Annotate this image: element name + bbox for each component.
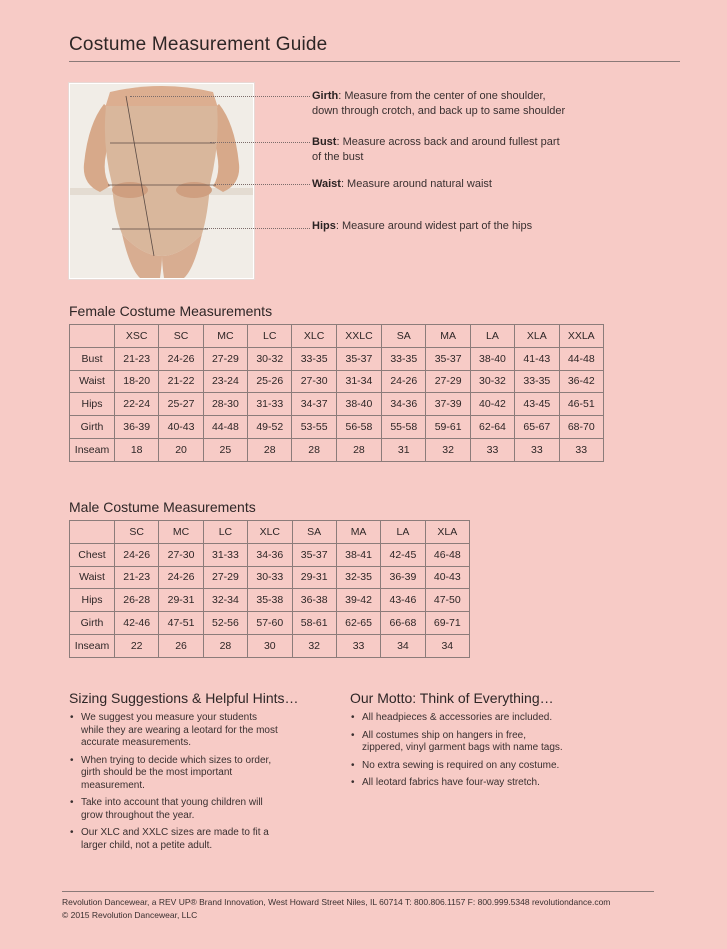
table-cell: 36-39 bbox=[115, 416, 159, 439]
table-cell: 46-51 bbox=[559, 393, 603, 416]
table-cell: 30-33 bbox=[248, 566, 292, 589]
table-cell: 25 bbox=[203, 438, 247, 461]
list-item-line: while they are wearing a leotard for the most bbox=[81, 724, 278, 736]
column-header: XLC bbox=[248, 521, 292, 544]
table-cell: 29-31 bbox=[292, 566, 336, 589]
row-label: Inseam bbox=[70, 438, 115, 461]
table-cell: 30 bbox=[248, 634, 292, 657]
column-header: XLC bbox=[292, 325, 336, 348]
list-item bbox=[69, 755, 309, 793]
table-cell: 37-39 bbox=[426, 393, 470, 416]
table-cell: 47-50 bbox=[425, 589, 469, 612]
table-cell: 41-43 bbox=[515, 347, 559, 370]
table-cell: 28 bbox=[248, 438, 292, 461]
table-cell: 34-36 bbox=[248, 543, 292, 566]
table-cell: 66-68 bbox=[381, 612, 425, 635]
male-heading: Male Costume Measurements bbox=[69, 499, 256, 515]
table-cell: 38-40 bbox=[470, 347, 514, 370]
table-cell: 44-48 bbox=[559, 347, 603, 370]
table-cell: 25-27 bbox=[159, 393, 203, 416]
table-cell: 52-56 bbox=[203, 612, 247, 635]
row-label: Hips bbox=[70, 393, 115, 416]
table-cell: 27-30 bbox=[159, 543, 203, 566]
table-cell: 18 bbox=[115, 438, 159, 461]
list-item bbox=[350, 730, 610, 755]
table-cell: 55-58 bbox=[382, 416, 426, 439]
table-row bbox=[70, 416, 604, 439]
table-cell: 23-24 bbox=[203, 370, 247, 393]
row-label: Girth bbox=[70, 612, 115, 635]
table-cell: 24-26 bbox=[159, 347, 203, 370]
table-row bbox=[70, 370, 604, 393]
row-label: Bust bbox=[70, 347, 115, 370]
column-header: LA bbox=[470, 325, 514, 348]
table-row bbox=[70, 543, 470, 566]
footer-divider bbox=[62, 891, 654, 892]
column-header: LC bbox=[248, 325, 292, 348]
table-cell: 31-33 bbox=[248, 393, 292, 416]
list-item bbox=[350, 712, 610, 725]
table-cell: 47-51 bbox=[159, 612, 203, 635]
column-header: SC bbox=[159, 325, 203, 348]
table-cell: 69-71 bbox=[425, 612, 469, 635]
list-item-line: No extra sewing is required on any costume. bbox=[362, 759, 560, 771]
table-cell: 34-37 bbox=[292, 393, 336, 416]
list-item bbox=[69, 712, 309, 750]
list-item-line: Take into account that young children will bbox=[81, 797, 263, 808]
hints-heading: Sizing Suggestions & Helpful Hints… bbox=[69, 690, 299, 706]
table-cell: 40-43 bbox=[425, 566, 469, 589]
list-item-line: All headpieces & accessories are included. bbox=[362, 712, 553, 723]
table-cell: 33-35 bbox=[515, 370, 559, 393]
list-item-line: grow throughout the year. bbox=[81, 809, 195, 821]
table-cell: 49-52 bbox=[248, 416, 292, 439]
table-cell: 22 bbox=[115, 634, 159, 657]
girth-leader bbox=[130, 96, 310, 97]
table-cell: 26-28 bbox=[115, 589, 159, 612]
table-header-row bbox=[70, 521, 470, 544]
table-cell: 20 bbox=[159, 438, 203, 461]
list-item-line: measurement. bbox=[81, 779, 145, 791]
dancer-illustration bbox=[70, 84, 253, 278]
table-row bbox=[70, 347, 604, 370]
table-row bbox=[70, 566, 470, 589]
list-item-line: larger child, not a petite adult. bbox=[81, 839, 213, 851]
hints-list bbox=[69, 712, 309, 857]
table-cell: 30-32 bbox=[470, 370, 514, 393]
list-item bbox=[350, 777, 610, 790]
column-header: MC bbox=[159, 521, 203, 544]
table-row bbox=[70, 438, 604, 461]
table-cell: 27-29 bbox=[203, 347, 247, 370]
column-header: MA bbox=[336, 521, 380, 544]
table-cell: 34-36 bbox=[382, 393, 426, 416]
table-cell: 34 bbox=[425, 634, 469, 657]
page-title: Costume Measurement Guide bbox=[69, 34, 328, 55]
table-cell: 42-45 bbox=[381, 543, 425, 566]
motto-list bbox=[350, 712, 610, 795]
table-cell: 27-29 bbox=[426, 370, 470, 393]
column-header: MC bbox=[203, 325, 247, 348]
list-item bbox=[350, 760, 610, 773]
table-cell: 31-34 bbox=[336, 370, 381, 393]
table-cell: 35-37 bbox=[336, 347, 381, 370]
table-cell: 26 bbox=[159, 634, 203, 657]
bust-leader bbox=[210, 142, 310, 143]
table-cell: 36-39 bbox=[381, 566, 425, 589]
table-cell: 30-32 bbox=[248, 347, 292, 370]
bust-description: Bust: Measure across back and around fullest part of the bust bbox=[312, 136, 560, 163]
table-header-row bbox=[70, 325, 604, 348]
table-cell: 32-35 bbox=[336, 566, 380, 589]
table-cell: 43-46 bbox=[381, 589, 425, 612]
table-cell: 28 bbox=[203, 634, 247, 657]
footer-contact: Revolution Dancewear, a REV UP® Brand Innovation, West Howard Street Niles, IL 60714 T: 800.806.1157 F: 800.999.5348 revolutiondance.com bbox=[62, 897, 611, 907]
table-cell: 46-48 bbox=[425, 543, 469, 566]
waist-leader bbox=[215, 184, 310, 185]
column-header: SA bbox=[292, 521, 336, 544]
title-divider bbox=[69, 61, 680, 62]
list-item bbox=[69, 827, 309, 852]
table-cell: 24-26 bbox=[115, 543, 159, 566]
table-cell: 36-42 bbox=[559, 370, 603, 393]
table-cell: 38-41 bbox=[336, 543, 380, 566]
table-cell: 65-67 bbox=[515, 416, 559, 439]
hips-leader bbox=[205, 228, 310, 229]
table-cell: 40-43 bbox=[159, 416, 203, 439]
list-item bbox=[69, 797, 309, 822]
table-row bbox=[70, 612, 470, 635]
table-cell: 59-61 bbox=[426, 416, 470, 439]
row-label: Waist bbox=[70, 370, 115, 393]
table-row bbox=[70, 393, 604, 416]
column-header: SC bbox=[115, 521, 159, 544]
table-cell: 68-70 bbox=[559, 416, 603, 439]
female-heading: Female Costume Measurements bbox=[69, 303, 273, 319]
table-cell: 62-65 bbox=[336, 612, 380, 635]
table-cell: 28 bbox=[292, 438, 336, 461]
table-cell: 40-42 bbox=[470, 393, 514, 416]
list-item-line: zippered, vinyl garment bags with name tags. bbox=[362, 742, 563, 753]
male-measurements-table bbox=[69, 520, 470, 658]
hips-description: Hips: Measure around widest part of the hips bbox=[312, 220, 533, 232]
list-item-line: Our XLC and XXLC sizes are made to fit a bbox=[81, 827, 269, 838]
list-item-line: We suggest you measure your students bbox=[81, 712, 258, 723]
column-header: XXLA bbox=[559, 325, 603, 348]
list-item-line: girth should be the most important bbox=[81, 767, 233, 778]
table-cell: 58-61 bbox=[292, 612, 336, 635]
table-cell: 33 bbox=[336, 634, 380, 657]
table-cell: 21-23 bbox=[115, 347, 159, 370]
girth-description: Girth: Measure from the center of one shoulder, down through crotch, and back up to same shoulder bbox=[312, 90, 566, 117]
table-cell: 24-26 bbox=[382, 370, 426, 393]
table-cell: 34 bbox=[381, 634, 425, 657]
female-measurements-table bbox=[69, 324, 604, 462]
table-cell: 18-20 bbox=[115, 370, 159, 393]
waist-description: Waist: Measure around natural waist bbox=[312, 178, 492, 190]
table-cell: 35-37 bbox=[292, 543, 336, 566]
table-cell: 33-35 bbox=[382, 347, 426, 370]
table-cell: 21-23 bbox=[115, 566, 159, 589]
table-cell: 27-29 bbox=[203, 566, 247, 589]
table-cell: 31-33 bbox=[203, 543, 247, 566]
motto-heading: Our Motto: Think of Everything… bbox=[350, 690, 554, 706]
table-cell: 35-37 bbox=[426, 347, 470, 370]
column-header bbox=[70, 325, 115, 348]
table-cell: 28 bbox=[336, 438, 381, 461]
table-cell: 25-26 bbox=[248, 370, 292, 393]
table-cell: 24-26 bbox=[159, 566, 203, 589]
column-header: SA bbox=[382, 325, 426, 348]
list-item-line: All costumes ship on hangers in free, bbox=[362, 729, 526, 741]
row-label: Inseam bbox=[70, 634, 115, 657]
table-cell: 62-64 bbox=[470, 416, 514, 439]
list-item-line: When trying to decide which sizes to order, bbox=[81, 754, 272, 766]
list-item-line: All leotard fabrics have four-way stretch. bbox=[362, 777, 540, 788]
table-cell: 22-24 bbox=[115, 393, 159, 416]
column-header: XXLC bbox=[336, 325, 381, 348]
table-cell: 36-38 bbox=[292, 589, 336, 612]
table-row bbox=[70, 589, 470, 612]
table-cell: 56-58 bbox=[336, 416, 381, 439]
table-cell: 33 bbox=[515, 438, 559, 461]
column-header bbox=[70, 521, 115, 544]
table-cell: 31 bbox=[382, 438, 426, 461]
column-header: MA bbox=[426, 325, 470, 348]
table-cell: 28-30 bbox=[203, 393, 247, 416]
row-label: Waist bbox=[70, 566, 115, 589]
table-row bbox=[70, 634, 470, 657]
table-cell: 35-38 bbox=[248, 589, 292, 612]
table-cell: 33 bbox=[470, 438, 514, 461]
row-label: Girth bbox=[70, 416, 115, 439]
table-cell: 42-46 bbox=[115, 612, 159, 635]
leotard-photo bbox=[69, 83, 254, 279]
table-cell: 27-30 bbox=[292, 370, 336, 393]
table-cell: 32-34 bbox=[203, 589, 247, 612]
table-cell: 32 bbox=[426, 438, 470, 461]
table-cell: 53-55 bbox=[292, 416, 336, 439]
table-cell: 29-31 bbox=[159, 589, 203, 612]
footer-copyright: © 2015 Revolution Dancewear, LLC bbox=[62, 910, 198, 920]
table-cell: 43-45 bbox=[515, 393, 559, 416]
row-label: Chest bbox=[70, 543, 115, 566]
table-cell: 21-22 bbox=[159, 370, 203, 393]
column-header: XSC bbox=[115, 325, 159, 348]
table-cell: 33 bbox=[559, 438, 603, 461]
column-header: LC bbox=[203, 521, 247, 544]
table-cell: 39-42 bbox=[336, 589, 380, 612]
row-label: Hips bbox=[70, 589, 115, 612]
table-cell: 57-60 bbox=[248, 612, 292, 635]
column-header: XLA bbox=[515, 325, 559, 348]
table-cell: 38-40 bbox=[336, 393, 381, 416]
column-header: XLA bbox=[425, 521, 469, 544]
column-header: LA bbox=[381, 521, 425, 544]
table-cell: 33-35 bbox=[292, 347, 336, 370]
table-cell: 32 bbox=[292, 634, 336, 657]
table-cell: 44-48 bbox=[203, 416, 247, 439]
list-item-line: accurate measurements. bbox=[81, 737, 192, 748]
